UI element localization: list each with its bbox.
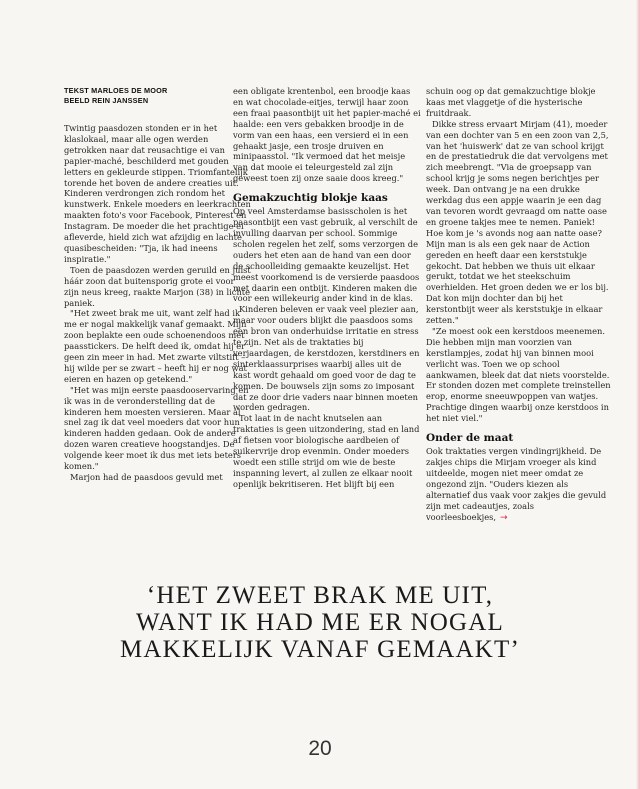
arrow-right-icon: → xyxy=(500,512,508,523)
credit-photo: BEELD REIN JANSSEN xyxy=(64,95,149,105)
column-2 xyxy=(233,86,421,490)
paragraph: Tot laat in de nacht knutselen aan traktaties is geen uitzondering, stad en land af fietsen voor biologische aardbeien of suikervrije drop evenmin. Onder moeders woedt een stille strijd om wie de beste inspanning levert, al zullen ze elkaar nooit openlijk bekritiseren. Het blijft bij een xyxy=(233,413,420,489)
paragraph: Toen de paasdozen werden geruild en juist háár zoon dat buitensporig grote ei voor zijn neus kreeg, raakte Marjon (38) in lichte paniek. xyxy=(64,264,251,308)
paragraph xyxy=(426,446,614,523)
paragraph-text: Ook traktaties vergen vindingrijkheid. De zakjes chips die Mirjam vroeger als kind uitdeelde, mogen niet meer omdat ze ongezond zijn. "Ouders kiezen als alternatief dus vaak voor zakjes die gevuld zijn met cadeautjes, zoals voorleesboekjes, xyxy=(426,446,607,522)
credits xyxy=(64,86,252,105)
pull-quote-line: MAKKELIJK VANAF GEMAAKT’ xyxy=(119,636,521,663)
paragraph: Op veel Amsterdamse basisscholen is het paasontbijt een vast gebruik, al verschilt de invulling daarvan per school. Sommige scholen regelen het zelf, soms verzorgen de ouders het eten aan de hand van een door de schoolleiding gemaakte keuzelijst. Het meest voorkomend is de versierde paasdoos met daarin een ontbijt. Kinderen maken die voor een willekeurig ander kind in de klas. xyxy=(233,206,420,304)
paragraph: "Ze moest ook een kerstdoos meenemen. Die hebben mijn man voorzien van kerstlampjes, zodat hij van binnen mooi verlicht was. Toen we op school aankwamen, bleek dat dat niets voorstelde. Er stonden dozen met complete treinstellen erop, enorme sneeuwpoppen van watjes. Prachtige dingen waarbij onze kerstdoos in het niet viel." xyxy=(426,325,611,424)
credit-text: TEKST MARLOES DE MOOR xyxy=(64,86,168,95)
paragraph: schuin oog op dat gemakzuchtige blokje kaas met vlaggetje of die hysterische fruitdraak. xyxy=(426,86,596,118)
page-number: 20 xyxy=(308,737,332,760)
page-edge xyxy=(636,0,640,789)
pull-quote-line: WANT IK HAD ME ER NOGAL xyxy=(135,609,505,636)
column-3 xyxy=(426,86,614,523)
subheading: Onder de maat xyxy=(426,432,514,445)
paragraph: Dikke stress ervaart Mirjam (41), moeder van een dochter van 5 en een zoon van 2,5, van het 'huiswerk' dat ze van school krijgt en de prestatiedruk die dat vervolgens met zich meebrengt. "Via de groepsapp van school krijg je soms negen berichtjes per week. Dan ontvang je na een drukke werkdag dus een appje waarin je een dag van tevoren wordt gevraagd om natte oase en groene takjes mee te nemen. Paniek! Hoe kom je 's avonds nog aan natte oase? Mijn man is als een gek naar de Action gereden en heeft daar een kerststukje gekocht. Dat hebben we thuis uit elkaar gerukt, totdat we het steekschuim overhielden. Het groen deden we er los bij. Dat kon mijn dochter dan bij het kerstontbijt weer als kerststukje in elkaar zetten." xyxy=(426,118,609,326)
paragraph: Marjon had de paasdoos gevuld met xyxy=(70,472,223,482)
paragraph: "Het zweet brak me uit, want zelf had ik me er nogal makkelijk vanaf gemaakt. Mijn zoon beplakte een oude schoenendoos met paasstickers. De helft deed ik, omdat hij er geen zin meer in had. Met zwarte viltstift – hij wilde per se zwart – heeft hij er nog wat eieren en hazen op getekend." xyxy=(64,308,247,384)
column-1 xyxy=(64,86,252,483)
pull-quote xyxy=(60,582,580,663)
paragraph: een obligate krentenbol, een broodje kaas en wat chocolade-eitjes, terwijl haar zoon een fraai paasontbijt uit het papier-maché ei haalde: een vers gebakken broodje in de vorm van een haas, een versierd ei in een gehaakt jasje, een trosje druiven en minipaasstol. "Ik vermoed dat het meisje van dat mooie ei teleurgesteld zal zijn geweest toen zij onze saaie doos kreeg." xyxy=(233,86,421,184)
pull-quote-line: ‘HET ZWEET BRAK ME UIT, xyxy=(146,582,494,609)
paragraph: Kinderen beleven er vaak veel plezier aan, maar voor ouders blijkt die paasdoos soms een bron van onderhuidse irritatie en stress te zijn. Net als de traktaties bij verjaardagen, de kerstdozen, kerstdiners en sinterklaassurprises waarbij alles uit de kast wordt gehaald om goed voor de dag te komen. De bouwsels zijn soms zo imposant dat ze door drie vaders naar binnen moeten worden gedragen. xyxy=(233,304,420,413)
paragraph: Twintig paasdozen stonden er in het klaslokaal, maar alle ogen werden getrokken naar dat reusachtige ei van papier-maché, beschilderd met gouden letters en gekleurde stippen. Triomfantelijk torende het boven de andere creaties uit. Kinderen verdrongen zich rondom het kunstwerk. Enkele moeders en leerkrachten maakten foto's voor Facebook, Pinterest en Instagram. De moeder die het prachtige ei afleverde, hield zich wat afzijdig en lachte quasibescheiden: "Tja, ik had ineens inspiratie." xyxy=(64,123,251,264)
paragraph: "Het was mijn eerste paasdooservaring en ik was in de veronderstelling dat de kinderen hem moesten versieren. Maar al snel zag ik dat veel moeders dat voor hun kinderen hadden gedaan. Ook de andere dozen waren creatieve hoogstandjes. De volgende keer moet ik dus met iets beters komen." xyxy=(64,384,249,472)
subheading: Gemakzuchtig blokje kaas xyxy=(233,192,388,205)
